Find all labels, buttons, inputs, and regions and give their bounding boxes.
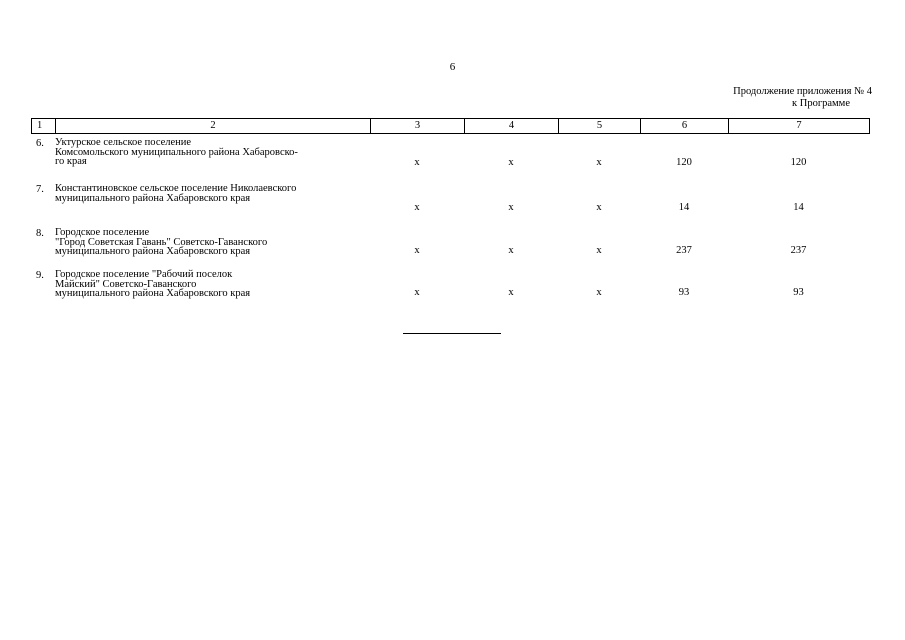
cell-col-5: х — [596, 286, 602, 298]
appendix-note-line1: Продолжение приложения № 4 — [733, 86, 872, 97]
table-row — [31, 270, 869, 312]
cell-col-4: х — [508, 201, 514, 213]
header-col-6: 6 — [641, 119, 729, 134]
name-line: Городское поселение — [55, 227, 150, 238]
settlements-table — [31, 138, 869, 312]
settlement-name — [55, 184, 370, 228]
name-line: муниципального района Хабаровского края — [55, 288, 251, 299]
appendix-note-line2: к Программе — [792, 98, 850, 109]
cell-col-3: х — [414, 244, 420, 256]
table-row — [31, 228, 869, 270]
cell-col-7: 120 — [790, 156, 807, 168]
name-line: Уктурское сельское поселение — [55, 137, 192, 148]
cell-col-6: 14 — [678, 201, 690, 213]
row-number: 9. — [36, 270, 44, 281]
table-row — [31, 184, 869, 228]
cell-col-5: х — [596, 244, 602, 256]
end-divider — [403, 333, 501, 334]
row-number: 8. — [36, 228, 44, 239]
name-line: муниципального района Хабаровского края — [55, 246, 251, 257]
settlement-name — [55, 138, 370, 184]
cell-col-7: 14 — [793, 201, 804, 213]
header-col-5: 5 — [559, 119, 641, 134]
table-header — [31, 118, 870, 134]
row-number: 6. — [36, 138, 44, 149]
cell-col-6: 237 — [676, 244, 692, 256]
cell-col-5: х — [596, 201, 602, 213]
appendix-note — [733, 86, 872, 110]
row-number: 7. — [36, 184, 44, 195]
settlement-name — [55, 270, 370, 312]
name-line: Городское поселение "Рабочий поселок — [55, 269, 233, 280]
cell-col-3: х — [414, 201, 420, 213]
name-line: Константиновское сельское поселение Николаевского — [55, 183, 297, 194]
settlement-name — [55, 228, 370, 270]
cell-col-3: х — [414, 286, 420, 298]
cell-col-3: х — [414, 156, 420, 168]
cell-col-4: х — [508, 156, 514, 168]
header-col-4: 4 — [465, 119, 559, 134]
name-line: Комсомольского муниципального района Хабаровско- — [55, 146, 298, 158]
name-line: го края — [55, 156, 87, 167]
header-col-2: 2 — [56, 119, 371, 134]
name-line: "Город Советская Гавань" Советско-Гаванского — [55, 236, 268, 248]
cell-col-7: 237 — [790, 244, 807, 256]
name-line: муниципального района Хабаровского края — [55, 192, 251, 204]
page-number: 6 — [449, 61, 456, 73]
cell-col-4: х — [508, 286, 514, 298]
header-col-1: 1 — [32, 119, 56, 134]
cell-col-6: 93 — [678, 286, 690, 298]
cell-col-7: 93 — [793, 286, 804, 298]
cell-col-6: 120 — [676, 156, 692, 168]
name-line: Майский" Советско-Гаванского — [55, 278, 197, 290]
table-row — [31, 138, 869, 184]
cell-col-5: х — [596, 156, 602, 168]
cell-col-4: х — [508, 244, 514, 256]
header-col-7: 7 — [729, 119, 870, 134]
header-col-3: 3 — [371, 119, 465, 134]
